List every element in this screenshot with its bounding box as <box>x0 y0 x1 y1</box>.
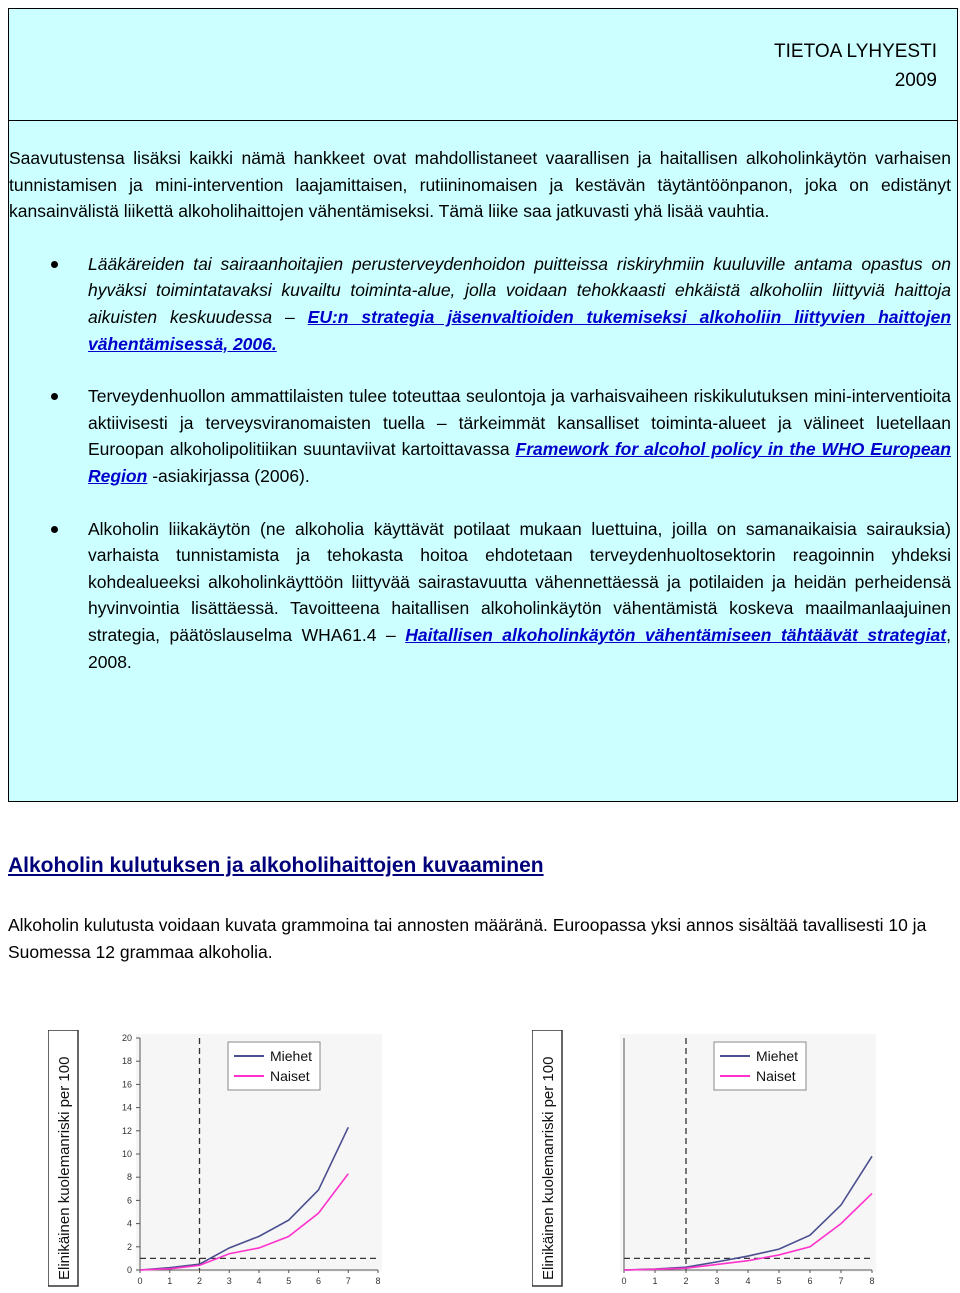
section-paragraph: Alkoholin kulutusta voidaan kuvata grammoina tai annosten määränä. Euroopassa yksi annos sisältää tavallisesti 10 ja Suomessa 12 grammaa alkoholia. <box>8 915 927 962</box>
x-tick-label: 0 <box>621 1276 627 1286</box>
y-tick-label: 12 <box>121 1125 132 1136</box>
chart-2-svg <box>532 1030 882 1288</box>
bullet-dot-icon <box>51 393 58 400</box>
legend-label: Naiset <box>270 1068 310 1084</box>
y-tick-label: 2 <box>126 1241 132 1252</box>
bullet-text: Terveydenhuollon ammattilaisten tulee toteuttaa seulontoja ja varhaisvaiheen riskikulutuksen mini-interventioita aktiivisesti ja terveysviranomaisten tuella – tärkeimmät kansalliset toiminta-alueet ja välineet luetellaan Euroopan alkoholipolitiikan suuntaviivat kartoittavassa <box>88 386 951 460</box>
x-tick-label: 8 <box>375 1276 381 1286</box>
bullet-text: Lääkäreiden tai sairaanhoitajien perusterveydenhoidon puitteissa riskiryhmiin kuuluville antama opastus on hyväksi toimintatavaksi kuvailtu toiminta-alue, jolla voidaan tehokkaasti ehkäistä alkoholiin liittyviä haittoja aikuisten keskuudessa – <box>88 253 951 327</box>
y-tick-label: 10 <box>121 1149 132 1159</box>
bullet-text-after: , 2008. <box>88 624 951 672</box>
x-tick-label: 3 <box>714 1276 720 1286</box>
x-tick-label: 2 <box>196 1276 203 1286</box>
x-tick-label: 6 <box>807 1276 813 1286</box>
bullet-item-eu-strategy <box>9 251 951 357</box>
x-tick-label: 4 <box>256 1276 262 1286</box>
x-tick-label: 5 <box>286 1276 292 1286</box>
x-tick-label: 4 <box>745 1276 751 1286</box>
bullet-dot-icon <box>51 526 58 533</box>
bullet-list <box>9 251 951 675</box>
x-tick-label: 8 <box>869 1276 875 1286</box>
x-tick-label: 5 <box>776 1276 782 1286</box>
x-tick-label: 0 <box>137 1276 143 1286</box>
x-tick-label: 1 <box>652 1276 658 1286</box>
eu-strategy-link[interactable]: EU:n strategia jäsenvaltioiden tukemiseksi alkoholiin liittyvien haittojen vähentämisessä, 2006. <box>88 306 952 354</box>
x-tick-label: 2 <box>683 1276 689 1286</box>
x-tick-label: 6 <box>315 1276 322 1286</box>
header-title-line2: 2009 <box>894 70 937 91</box>
y-tick-label: 6 <box>126 1195 132 1206</box>
header-title <box>774 37 937 95</box>
y-tick-label: 14 <box>121 1102 132 1113</box>
x-tick-label: 7 <box>838 1276 844 1286</box>
y-tick-label: 18 <box>121 1056 132 1067</box>
y-tick-label: 4 <box>126 1218 132 1229</box>
y-tick-label: 20 <box>121 1033 132 1043</box>
info-box <box>8 120 958 802</box>
bullet-dot-icon <box>51 261 58 268</box>
x-tick-label: 3 <box>226 1276 232 1286</box>
y-tick-label: 16 <box>121 1079 132 1090</box>
wha-strategy-link[interactable]: Haitallisen alkoholinkäytön vähentämiseen tähtäävät strategiat <box>405 624 947 645</box>
y-tick-label: 8 <box>126 1172 132 1183</box>
chart-1-svg <box>48 1030 388 1288</box>
y-axis-label: Elinikäinen kuolemanriski per 100 <box>540 1056 557 1280</box>
legend-label: Miehet <box>756 1048 799 1064</box>
header-title-line1: TIETOA LYHYESTI <box>774 41 937 62</box>
y-tick-label: 0 <box>126 1265 132 1275</box>
bullet-item-wha-strategy <box>9 516 951 676</box>
chart-1 <box>48 1030 388 1293</box>
bullet-text-after: -asiakirjassa (2006). <box>152 465 310 486</box>
section-heading: Alkoholin kulutuksen ja alkoholihaittojen kuvaaminen <box>8 854 544 877</box>
y-axis-label: Elinikäinen kuolemanriski per 100 <box>56 1056 73 1280</box>
bullet-text: Alkoholin liikakäytön (ne alkoholia käyttävät potilaat mukaan luettuina, joilla on samanaikaisia sairauksia) varhaista tunnistamista ja tehokasta hoitoa ehdotetaan terveydenhuoltosektorin reagoinnin yhdeksi kohdealueeksi alkoholinkäyttöön liittyvää sairastavuutta vähennettäessä ja potilaiden ja heidän perheidensä hyvinvointia lisättäessä. Tavoitteena haitallisen alkoholinkäytön vähentämistä koskeva maailmanlaajuinen strategia, päätöslauselma WHA61.4 – <box>88 518 951 645</box>
who-framework-link[interactable]: Framework for alcohol policy in the WHO European Region <box>88 439 951 486</box>
legend-label: Naiset <box>756 1068 796 1084</box>
header-banner <box>8 8 958 120</box>
chart-2 <box>532 1030 882 1293</box>
legend-label: Miehet <box>270 1048 313 1064</box>
x-tick-label: 1 <box>167 1276 173 1286</box>
x-tick-label: 7 <box>345 1276 351 1286</box>
bullet-item-who-framework <box>9 383 951 489</box>
intro-paragraph: Saavutustensa lisäksi kaikki nämä hankkeet ovat mahdollistaneet vaarallisen ja haitallisen alkoholinkäytön varhaisen tunnistamisen ja mini-intervention laajamittaisen, rutiininomaisen ja kestävän täytäntöönpanon, joka on edistänyt kansainvälistä liikettä alkoholihaittojen vähentämiseksi. Tämä liike saa jatkuvasti yhä lisää vauhtia. <box>9 148 951 222</box>
